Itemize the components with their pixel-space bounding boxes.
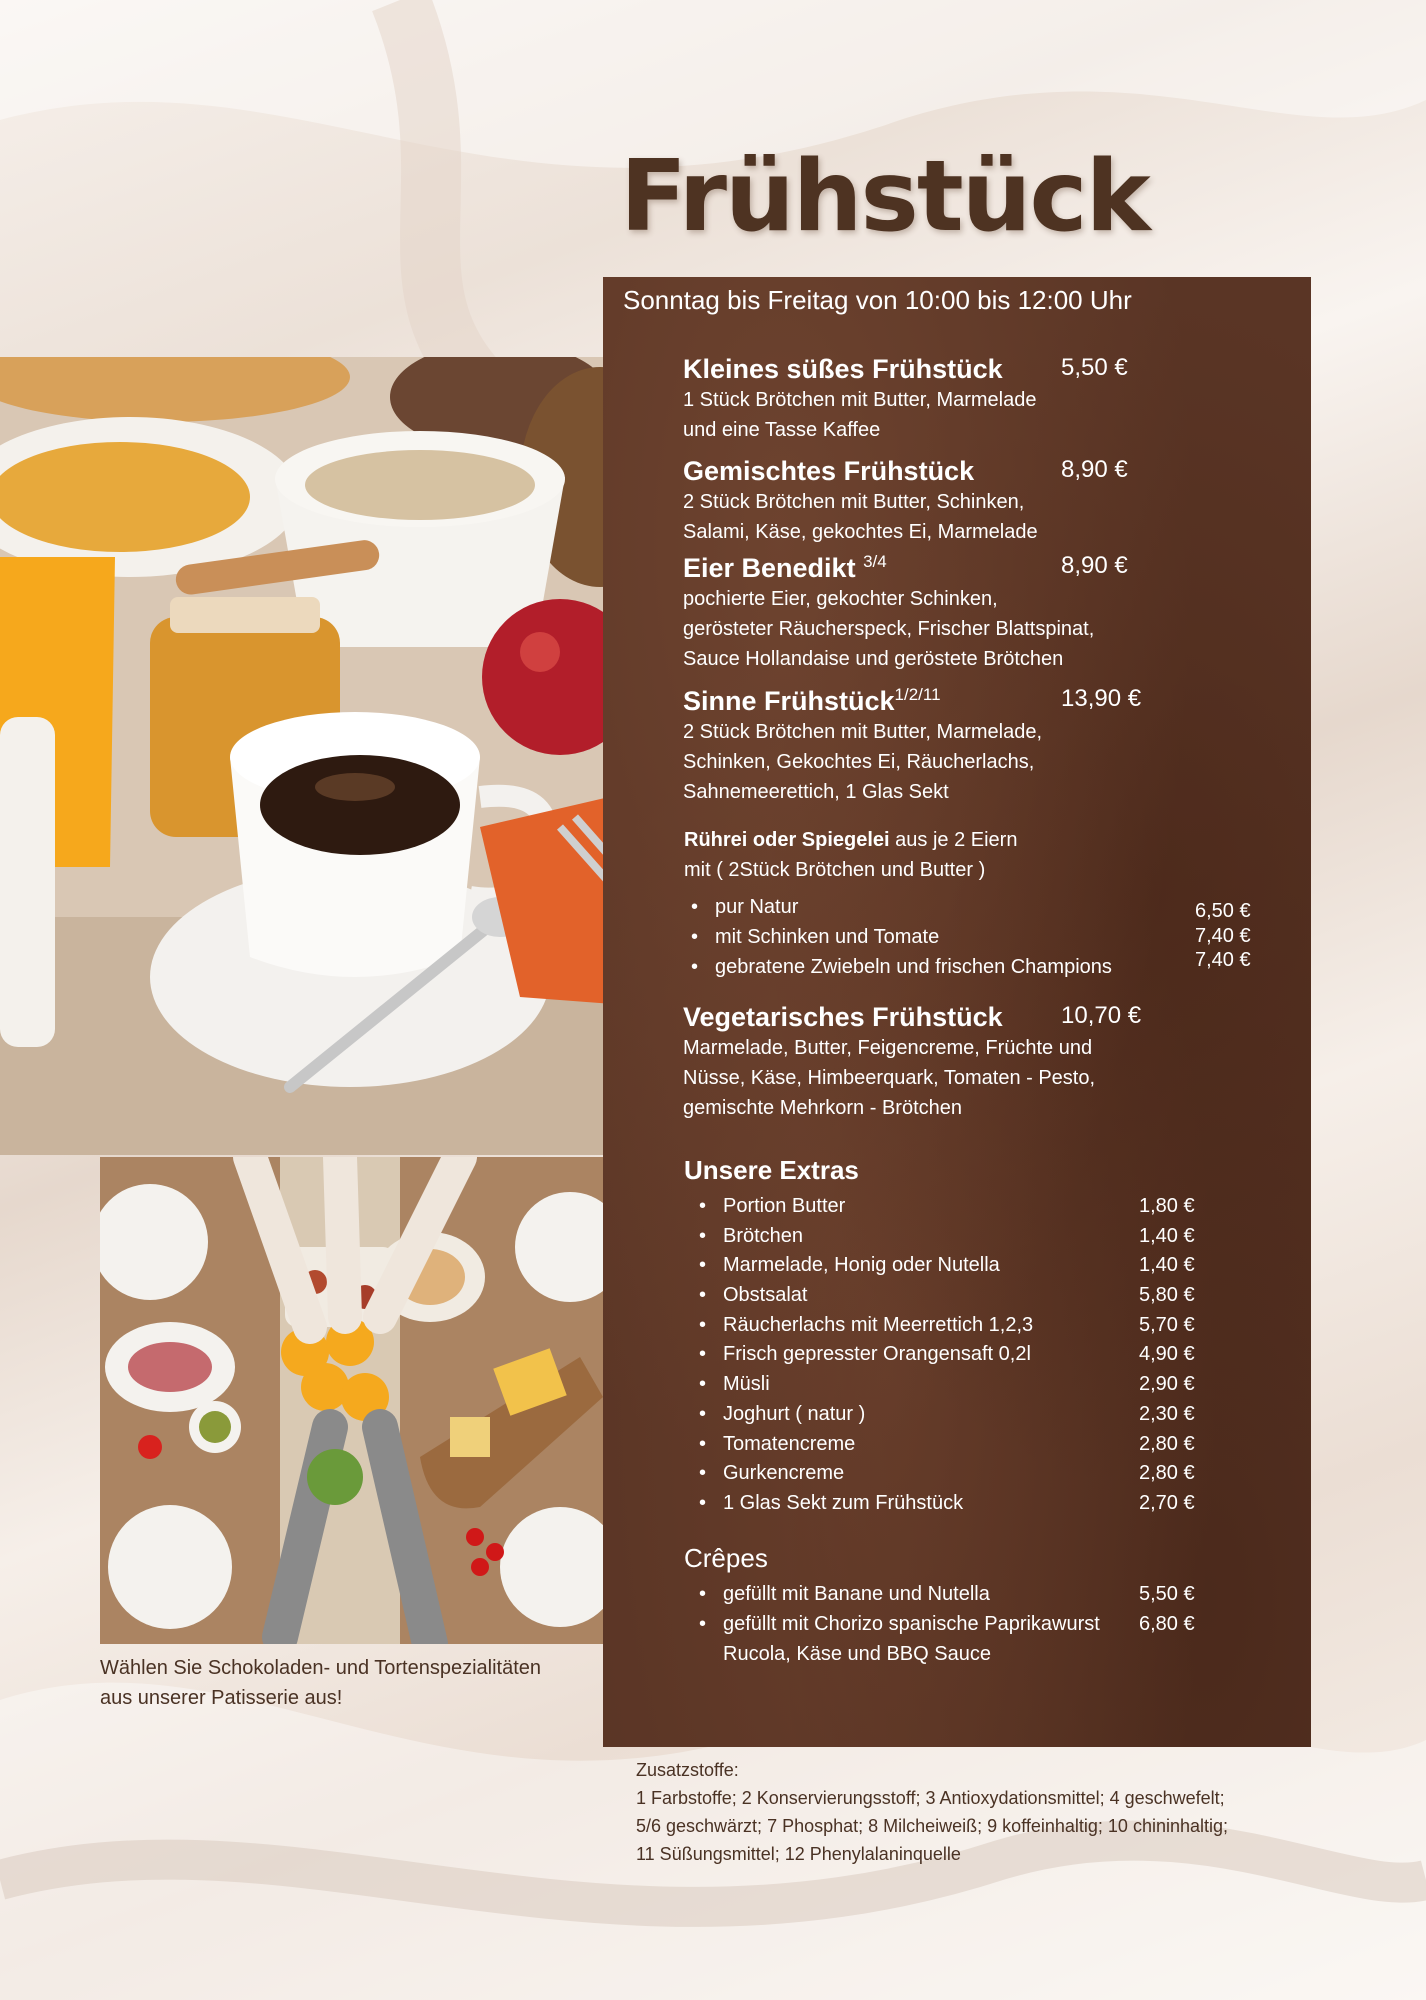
list-item [693, 1221, 1273, 1251]
list-item-price: 1,40 € [1139, 1224, 1195, 1247]
list-item-label: Räucherlachs mit Meerrettich 1,2,3 [723, 1313, 1034, 1336]
list-item-label: Marmelade, Honig oder Nutella [723, 1254, 1000, 1277]
patisserie-note [100, 1653, 620, 1713]
option-price: 6,50 € [1195, 900, 1251, 922]
list-item [693, 1369, 1273, 1399]
list-item-label: Gurkencreme [723, 1462, 845, 1485]
item-name [683, 553, 887, 583]
additives-line: 1 Farbstoffe; 2 Konservierungsstoff; 3 Antioxydationsmittel; 4 geschwefelt; [636, 1788, 1225, 1808]
item-description-line: 2 Stück Brötchen mit Butter, Schinken, [683, 491, 1025, 513]
extras-heading: Unsere Extras [684, 1155, 859, 1185]
list-item-price: 1,80 € [1139, 1195, 1195, 1217]
option-price: 7,40 € [1195, 949, 1251, 971]
list-item-label: Müsli [723, 1373, 770, 1396]
list-item-label: Portion Butter [723, 1195, 846, 1217]
item-description-line: Salami, Käse, gekochtes Ei, Marmelade [683, 521, 1038, 543]
menu-item [683, 552, 1283, 674]
item-description [683, 717, 1173, 807]
additives-line: 11 Süßungsmittel; 12 Phenylalaninquelle [636, 1844, 961, 1864]
item-description-line: Schinken, Gekochtes Ei, Räucherlachs, [683, 751, 1035, 773]
menu-item [683, 1002, 1283, 1123]
opening-hours: Sonntag bis Freitag von 10:00 bis 12:00 Uhr [623, 285, 1132, 315]
additive-marker: 3/4 [863, 552, 887, 571]
egg-dish-line [684, 825, 1244, 855]
list-item-price: 5,70 € [1139, 1313, 1195, 1336]
item-name-text: Sinne Frühstück [683, 686, 895, 716]
egg-dish-options [685, 892, 1265, 982]
list-item [693, 1399, 1273, 1429]
list-item-label: Obstsalat [723, 1284, 808, 1307]
item-description [683, 1033, 1173, 1123]
item-description-line: Marmelade, Butter, Feigencreme, Früchte und [683, 1037, 1093, 1059]
menu-item [683, 685, 1283, 807]
list-item [693, 1609, 1273, 1639]
item-price: 8,90 € [1061, 552, 1128, 579]
page-title: Frühstück [620, 140, 1149, 254]
list-item-label: Tomatencreme [723, 1432, 856, 1455]
item-name [683, 686, 941, 716]
list-item-price: 2,70 € [1139, 1491, 1195, 1514]
list-item-continuation: Rucola, Käse und BBQ Sauce [723, 1643, 991, 1665]
shared-breakfast-table-photo [100, 1157, 603, 1644]
list-item-label: gefüllt mit Banane und Nutella [723, 1583, 990, 1605]
additive-marker: 1/2/11 [894, 685, 941, 704]
crepes-heading: Crêpes [684, 1543, 768, 1573]
egg-dish-subtitle: aus je 2 Eiern [889, 829, 1018, 851]
menu-item [683, 456, 1283, 547]
egg-dish-line: mit ( 2Stück Brötchen und Butter ) [684, 859, 986, 881]
item-description-line: pochierte Eier, gekochter Schinken, [683, 588, 998, 610]
list-item-price: 2,80 € [1139, 1462, 1195, 1485]
item-name: Vegetarisches Frühstück [683, 1002, 1003, 1032]
item-description-line: 1 Stück Brötchen mit Butter, Marmelade [683, 389, 1037, 411]
list-item: • gebratene Zwiebeln und frischen Champions [685, 952, 1265, 982]
item-name-text: Eier Benedikt [683, 553, 856, 583]
item-name: Kleines süßes Frühstück [683, 354, 1003, 384]
list-item [693, 1429, 1273, 1459]
list-item-label: Joghurt ( natur ) [723, 1402, 866, 1425]
list-item: • pur Natur [685, 892, 1265, 922]
item-description-line: 2 Stück Brötchen mit Butter, Marmelade, [683, 721, 1043, 743]
item-price: 13,90 € [1061, 685, 1142, 712]
item-description-line: gerösteter Räucherspeck, Frischer Blattspinat, [683, 618, 1095, 640]
menu-panel [603, 277, 1311, 1747]
breakfast-coffee-photo [0, 357, 652, 1155]
additives-heading: Zusatzstoffe: [636, 1760, 739, 1780]
item-description-line: und eine Tasse Kaffee [683, 419, 881, 441]
crepes-list [693, 1579, 1273, 1669]
option-price: 7,40 € [1195, 925, 1251, 947]
list-item [693, 1310, 1273, 1340]
item-description-line: Sahnemeerettich, 1 Glas Sekt [683, 781, 949, 803]
patisserie-line: aus unserer Patisserie aus! [100, 1687, 343, 1709]
extras-list [693, 1191, 1273, 1518]
menu-item [683, 354, 1283, 445]
list-item-label: Frisch gepresster Orangensaft 0,2l [723, 1343, 1031, 1366]
list-item [693, 1191, 1273, 1221]
item-description-line: gemischte Mehrkorn - Brötchen [683, 1097, 963, 1119]
item-name: Gemischtes Frühstück [683, 456, 975, 486]
list-item [693, 1280, 1273, 1310]
item-description [683, 385, 1173, 445]
list-item-price: 4,90 € [1139, 1343, 1195, 1366]
item-description [683, 584, 1173, 674]
egg-dish-title: Rührei oder Spiegelei [684, 829, 890, 851]
additives-line: 5/6 geschwärzt; 7 Phosphat; 8 Milcheiweiß; 9 koffeinhaltig; 10 chininhaltig; [636, 1816, 1229, 1836]
list-item [693, 1250, 1273, 1280]
item-price: 10,70 € [1061, 1002, 1142, 1029]
list-item-price: 5,50 € [1139, 1583, 1195, 1605]
list-item [693, 1339, 1273, 1369]
list-item-price: 1,40 € [1139, 1254, 1195, 1277]
item-description [683, 487, 1173, 547]
list-item [693, 1579, 1273, 1609]
list-item-price: 2,80 € [1139, 1432, 1195, 1455]
list-item-price: 6,80 € [1139, 1613, 1195, 1635]
list-item-price: 2,30 € [1139, 1402, 1195, 1425]
item-price: 5,50 € [1061, 354, 1128, 381]
item-description-line: Sauce Hollandaise und geröstete Brötchen [683, 648, 1064, 670]
list-item [693, 1458, 1273, 1488]
additives-legend [636, 1756, 1326, 1868]
egg-dish-intro [684, 825, 1244, 885]
list-item [693, 1488, 1273, 1518]
list-item: • mit Schinken und Tomate [685, 922, 1265, 952]
item-price: 8,90 € [1061, 456, 1128, 483]
item-description-line: Nüsse, Käse, Himbeerquark, Tomaten - Pesto, [683, 1067, 1096, 1089]
list-item-label: Brötchen [723, 1224, 804, 1247]
list-item-price: 2,90 € [1139, 1373, 1195, 1396]
list-item-label: gefüllt mit Chorizo spanische Paprikawurst [723, 1613, 1100, 1635]
list-item-label: 1 Glas Sekt zum Frühstück [723, 1491, 964, 1514]
list-item-price: 5,80 € [1139, 1284, 1195, 1307]
patisserie-line: Wählen Sie Schokoladen- und Tortenspezialitäten [100, 1657, 542, 1679]
